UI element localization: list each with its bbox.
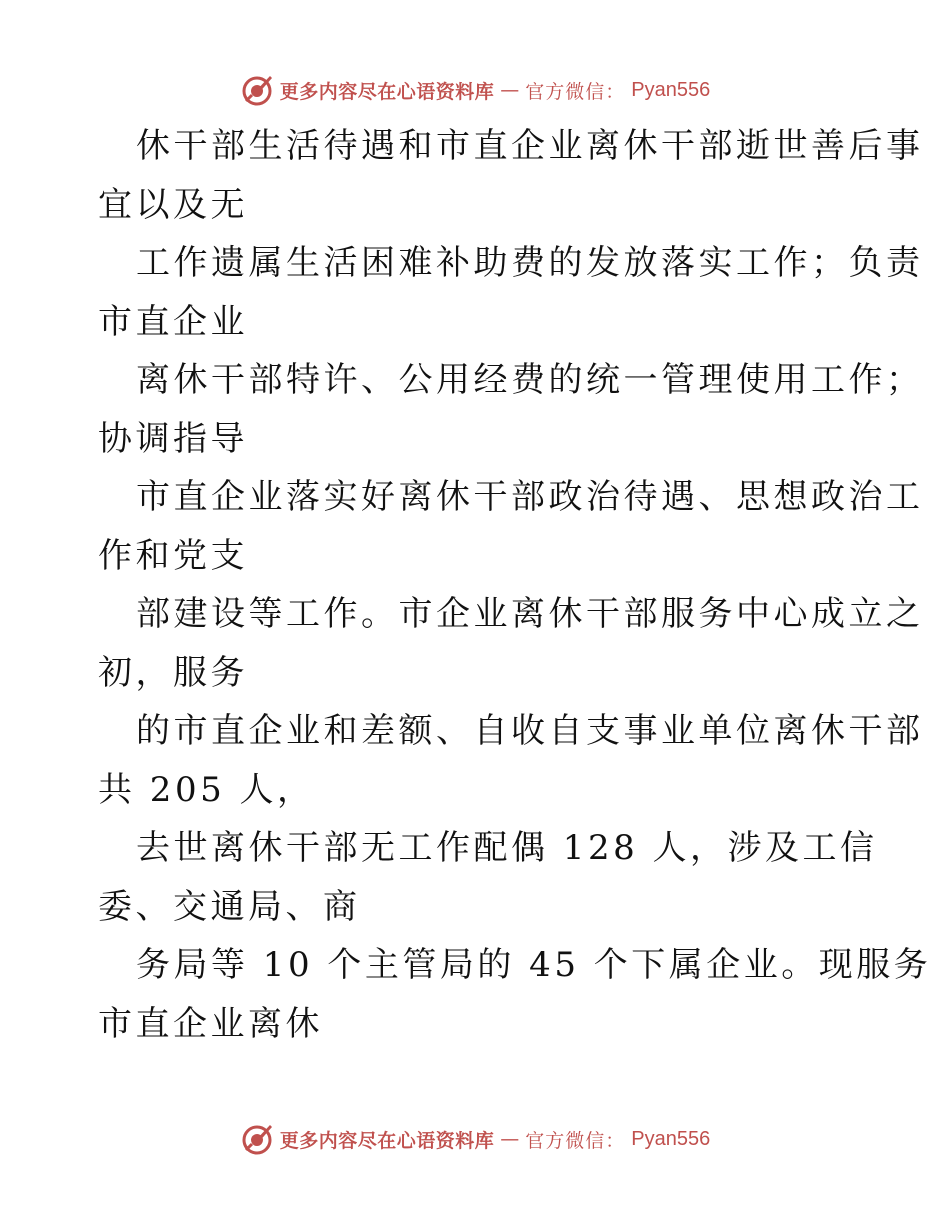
body-line: 工作遗属生活困难补助费的发放落实工作；负责 [136, 243, 924, 283]
body-line: 市直企业 [98, 301, 248, 342]
footer-wechat-id: Pyan556 [631, 1127, 711, 1150]
body-line: 宜以及无 [98, 184, 248, 225]
footer-banner [0, 1119, 950, 1159]
body-line: 休干部生活待遇和市直企业离休干部逝世善后事 [136, 126, 924, 166]
body-line: 务局等 10 个主管局的 45 个下属企业。现服务 [136, 945, 932, 985]
body-line: 离休干部特许、公用经费的统一管理使用工作； [136, 360, 924, 400]
body-line: 协调指导 [98, 418, 248, 459]
footer-wechat-label: 官方微信： [525, 1129, 626, 1152]
body-line: 部建设等工作。市企业离休干部服务中心成立之 [136, 594, 924, 634]
quill-logo-icon [240, 73, 274, 107]
body-line: 初，服务 [98, 652, 248, 693]
footer-dash: — [500, 1128, 520, 1150]
header-wechat-label: 官方微信： [525, 80, 626, 103]
body-line: 去世离休干部无工作配偶 128 人，涉及工信 [136, 828, 878, 868]
body-line: 作和党支 [98, 535, 248, 576]
header-dash: — [500, 79, 520, 101]
quill-logo-icon [240, 1122, 274, 1156]
body-line: 市直企业离休 [98, 1003, 323, 1044]
header-wechat-id: Pyan556 [631, 78, 711, 101]
document-body [98, 117, 932, 1053]
body-line: 的市直企业和差额、自收自支事业单位离休干部 [136, 711, 924, 751]
body-line: 委、交通局、商 [98, 886, 361, 927]
body-line: 市直企业落实好离休干部政治待遇、思想政治工 [136, 477, 924, 517]
body-line: 共 205 人， [98, 769, 315, 810]
footer-brand-text: 更多内容尽在心语资料库 [279, 1129, 495, 1152]
header-brand-text: 更多内容尽在心语资料库 [279, 80, 495, 103]
header-banner [0, 70, 950, 110]
